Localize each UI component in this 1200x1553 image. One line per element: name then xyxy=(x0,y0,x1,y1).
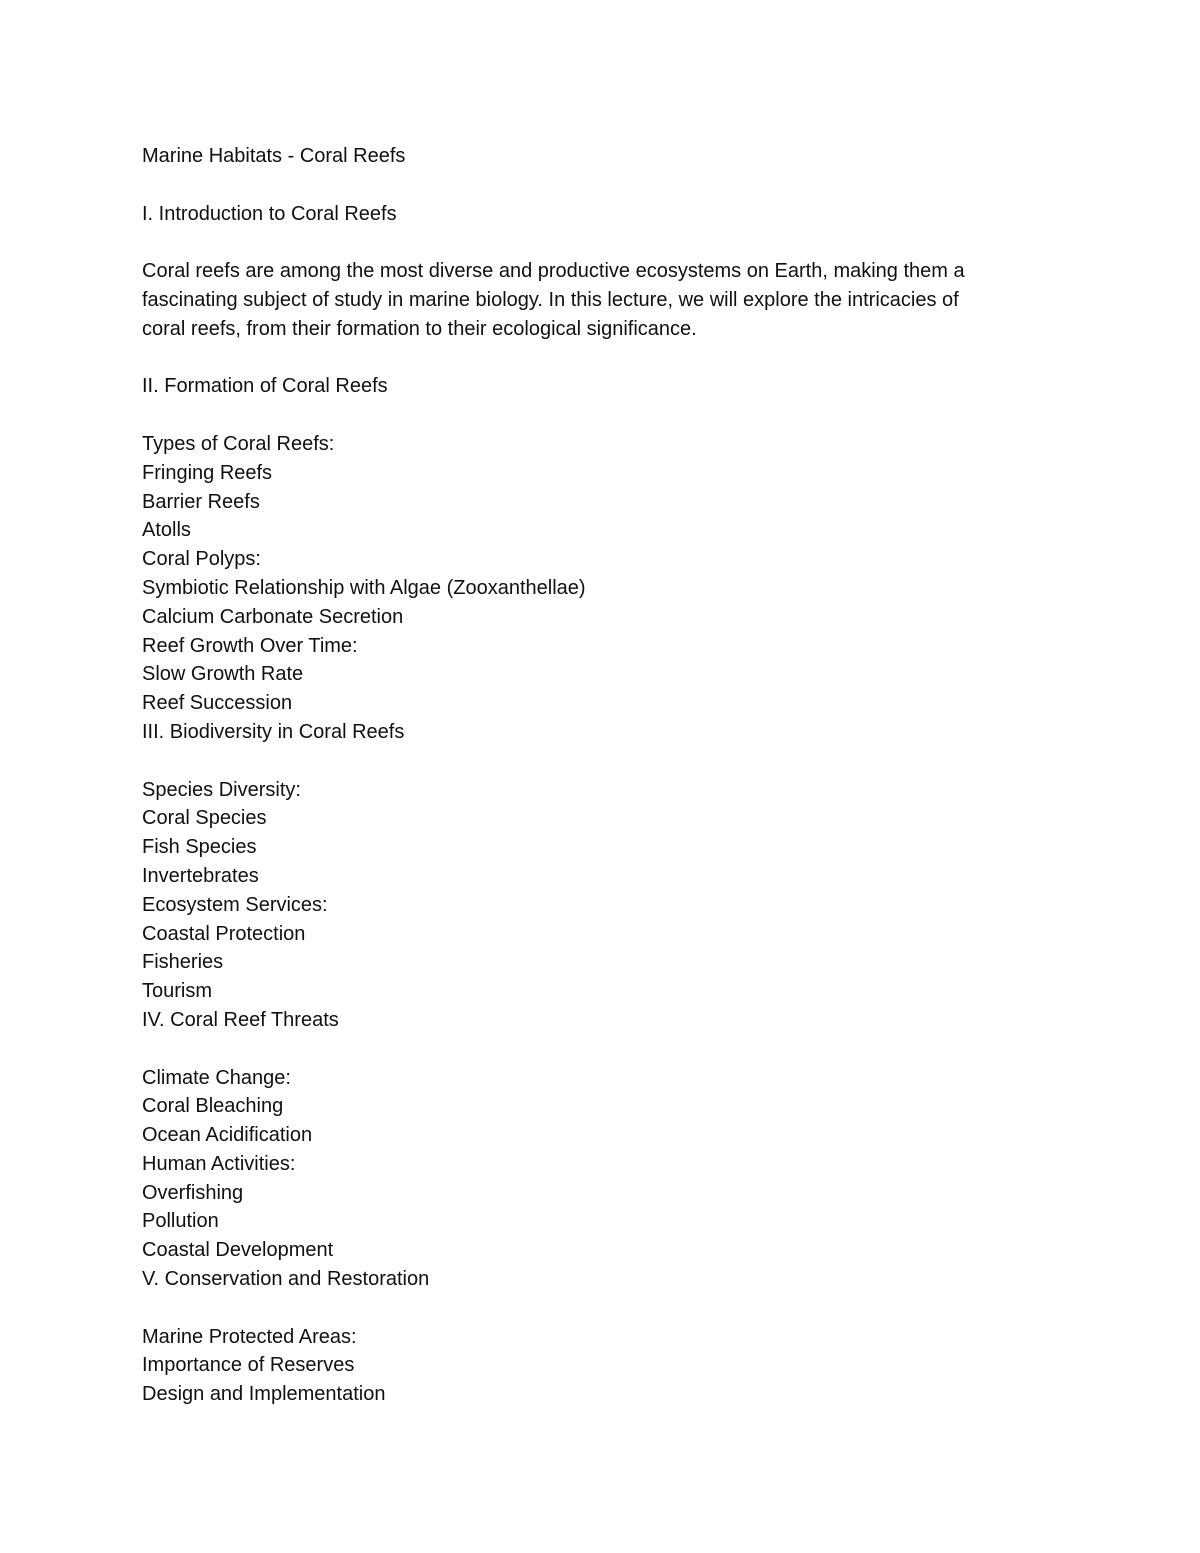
section-heading-biodiversity: III. Biodiversity in Coral Reefs xyxy=(142,720,405,743)
list-item: Species Diversity: xyxy=(142,778,301,801)
section-heading-conservation: V. Conservation and Restoration xyxy=(142,1268,430,1291)
threats-list xyxy=(142,1064,1042,1266)
list-item: Coral Species xyxy=(142,807,267,830)
blank-line xyxy=(142,1035,1042,1064)
list-item: Fish Species xyxy=(142,836,257,859)
section-heading-introduction: I. Introduction to Coral Reefs xyxy=(142,202,397,225)
list-item: Tourism xyxy=(142,980,213,1003)
list-item: Coral Bleaching xyxy=(142,1095,284,1118)
list-item: Design and Implementation xyxy=(142,1383,386,1406)
document-title: Marine Habitats - Coral Reefs xyxy=(142,145,406,167)
list-item: Symbiotic Relationship with Algae (Zooxanthellae) xyxy=(142,576,586,599)
list-item: Coastal Development xyxy=(142,1239,334,1262)
blank-line xyxy=(142,344,1042,373)
conservation-list xyxy=(142,1323,1042,1409)
list-item: Atolls xyxy=(142,519,191,542)
list-item: Importance of Reserves xyxy=(142,1354,355,1377)
list-item: Calcium Carbonate Secretion xyxy=(142,605,404,628)
list-item: Reef Succession xyxy=(142,692,293,715)
biodiversity-list xyxy=(142,776,1042,1006)
introduction-paragraph xyxy=(142,257,1042,343)
section-heading-threats: IV. Coral Reef Threats xyxy=(142,1008,339,1031)
list-item: Human Activities: xyxy=(142,1152,296,1175)
list-item: Reef Growth Over Time: xyxy=(142,634,358,657)
blank-line xyxy=(142,228,1042,257)
list-item: Ocean Acidification xyxy=(142,1124,313,1147)
list-item: Overfishing xyxy=(142,1181,244,1204)
paragraph-line: fascinating subject of study in marine biology. In this lecture, we will explore the intricacies of xyxy=(142,288,959,311)
list-item: Ecosystem Services: xyxy=(142,893,328,916)
paragraph-line: coral reefs, from their formation to their ecological significance. xyxy=(142,317,697,340)
list-item: Pollution xyxy=(142,1210,219,1233)
list-item: Coral Polyps: xyxy=(142,548,261,571)
list-item: Marine Protected Areas: xyxy=(142,1325,357,1348)
list-item: Fisheries xyxy=(142,951,224,974)
document-body xyxy=(142,142,1042,1409)
list-item: Types of Coral Reefs: xyxy=(142,432,335,455)
blank-line xyxy=(142,171,1042,200)
blank-line xyxy=(142,747,1042,776)
blank-line xyxy=(142,1294,1042,1323)
list-item: Slow Growth Rate xyxy=(142,663,304,686)
list-item: Coastal Protection xyxy=(142,922,306,945)
list-item: Barrier Reefs xyxy=(142,490,260,513)
formation-list xyxy=(142,430,1042,718)
list-item: Fringing Reefs xyxy=(142,461,273,484)
list-item: Invertebrates xyxy=(142,864,259,887)
blank-line xyxy=(142,401,1042,430)
section-heading-formation: II. Formation of Coral Reefs xyxy=(142,375,388,398)
list-item: Climate Change: xyxy=(142,1066,291,1089)
paragraph-line: Coral reefs are among the most diverse and productive ecosystems on Earth, making them a xyxy=(142,260,965,283)
